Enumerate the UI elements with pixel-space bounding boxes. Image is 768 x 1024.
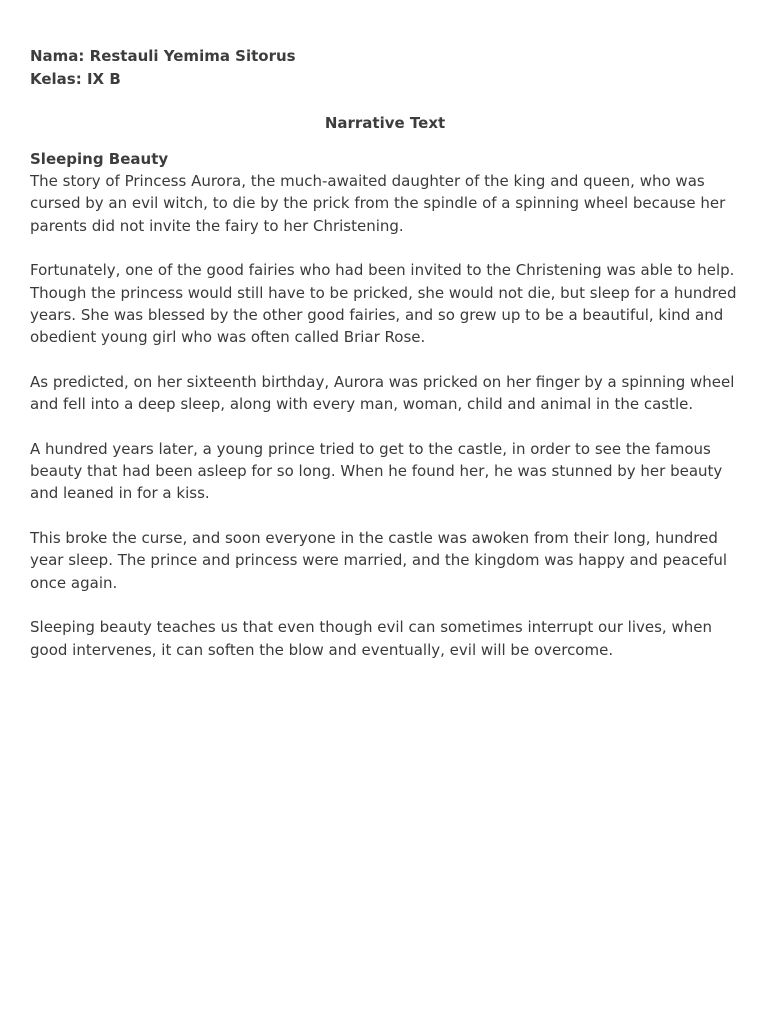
story-title: Sleeping Beauty — [30, 150, 169, 168]
student-name: Nama: Restauli Yemima Sitorus — [30, 47, 296, 65]
paragraph-2: Fortunately, one of the good fairies who had been invited to the Christening was able to help. Though the princess would still have to be pricked, she would not die, but sleep for a hundred years. She was blessed by the other good fairies, and so grew up to be a beautiful, kind and obedient young girl who was often called Briar Rose. — [30, 261, 737, 347]
paragraph-6: Sleeping beauty teaches us that even though evil can sometimes interrupt our lives, when good intervenes, it can soften the blow and eventually, evil will be overcome. — [30, 618, 712, 659]
student-class: Kelas: IX B — [30, 70, 121, 88]
document-title: Narrative Text — [324, 114, 446, 132]
paragraph-1: The story of Princess Aurora, the much-awaited daughter of the king and queen, who was cursed by an evil witch, to die by the prick from the spindle of a spinning wheel because her parents did not invite the fairy to her Christening. — [30, 172, 726, 235]
paragraph-5: This broke the curse, and soon everyone in the castle was awoken from their long, hundred year sleep. The prince and princess were married, and the kingdom was happy and peaceful once again. — [30, 528, 728, 592]
paragraph-3: As predicted, on her sixteenth birthday, Aurora was pricked on her finger by a spinning wheel and fell into a deep sleep, along with every man, woman, child and animal in the castle. — [30, 372, 735, 414]
paragraph-4: A hundred years later, a young prince tried to get to the castle, in order to see the famous beauty that had been asleep for so long. When he found her, he was stunned by her beauty and leaned in for a kiss. — [30, 439, 723, 503]
